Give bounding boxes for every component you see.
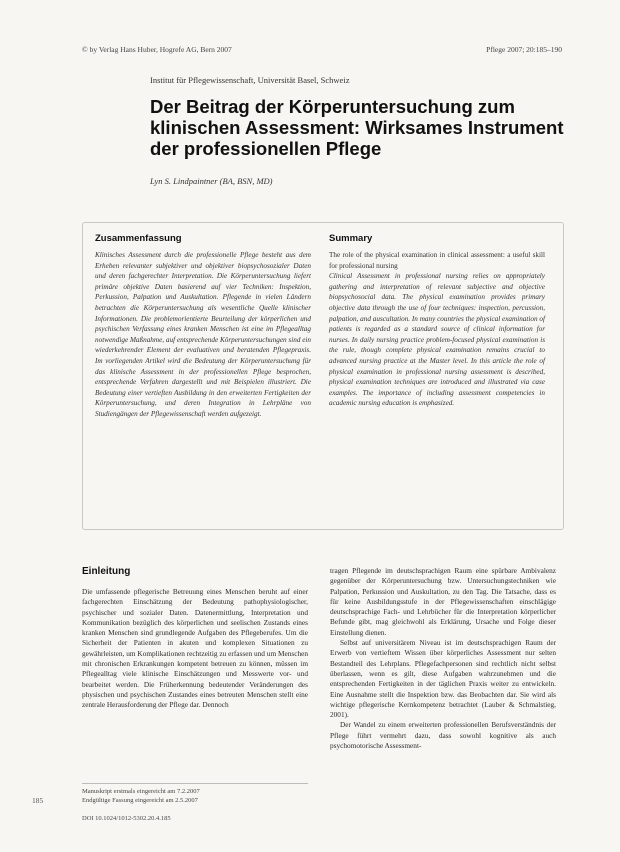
abstract-english-heading: Summary bbox=[329, 233, 373, 244]
body-text-left bbox=[82, 587, 308, 711]
abstract-english-lead: The role of the physical examination in clinical assessment: a useful skill for professional nursing bbox=[329, 251, 545, 270]
manuscript-footnotes bbox=[82, 783, 308, 805]
body-column-left bbox=[82, 566, 308, 711]
abstract-german-text: Klinisches Assessment durch die professionelle Pflege besteht aus dem Erheben relevanter subjektiver und objektiver biopsychosozialer Daten und deren fachgerechter Interpretation. Die Körperuntersuchung liefert primäre objektive Daten basierend auf vier Techniken: Inspektion, Perkussion, Palpation und Auskultation. Pflegende in vielen Ländern betrachten die Körperuntersuchung als wesentliche Quelle klinischer Informationen. Die problemorientierte Beurteilung der körperlichen und psychischen Verfassung eines kranken Menschen ist eine im Pflegealltag notwendige Maßnahme, auf entsprechende Körperuntersuchungen sind ein wiederkehrender Element der evaluativen und beratenden Pflegepraxis. Im vorliegenden Artikel wird die Bedeutung der Körperuntersuchung für das klinische Assessment in der professionellen Pflege besprochen, entsprechende Verfahren dargestellt und mit Beispielen illustriert. Die Bedeutung einer vertieften Ausbildung in den erweiterten Fertigkeiten der Körperuntersuchung, und deren Integration in Lehrpläne von Studiengängen der Pflegewissenschaft werden aufgezeigt. bbox=[95, 251, 311, 418]
running-head-citation: Pflege 2007; 20:185–190 bbox=[486, 45, 562, 54]
institute-affiliation: Institut für Pflegewissenschaft, Universität Basel, Schweiz bbox=[150, 75, 350, 85]
footnote-divider bbox=[82, 783, 308, 784]
doi: DOI 10.1024/1012-5302.20.4.185 bbox=[82, 815, 171, 822]
author-line: Lyn S. Lindpaintner (BA, BSN, MD) bbox=[150, 176, 273, 186]
section-heading-einleitung: Einleitung bbox=[82, 566, 131, 577]
paragraph: tragen Pflegende im deutschsprachigen Raum eine spürbare Ambivalenz gegenüber der Körperuntersuchung bzw. Untersuchungstechniken wie Palpation, Perkussion und Auskultation, zu den Tag. Die Tatsache, dass es für keine Ausbildungsstufe in der Pflegewissenschaften einschlägige deutschsprachige Fach- und Lehrbücher für die Interpretation körperlicher Befunde gibt, mag gleichwohl als Erklärung, Ursache und Folge dieser Einstellung dienen. bbox=[330, 566, 556, 637]
abstract-english bbox=[329, 233, 545, 409]
abstract-german bbox=[95, 233, 311, 420]
running-head bbox=[82, 45, 562, 54]
abstract-german-heading: Zusammenfassung bbox=[95, 233, 182, 244]
footnote-final: Endgültige Fassung eingereicht am 2.5.2007 bbox=[82, 797, 198, 804]
paragraph: Die umfassende pflegerische Betreuung eines Menschen beruht auf einer fachgerechten Einschätzung der Bedeutung pathophysiologischer, psychischer und sozialer Daten. Datenermittlung, Interpretation und Kommunikation bezüglich des körperlichen und seelischen Zustands eines kranken Menschen sind grundlegende Aufgaben des Pflegeberufes. Um die Sicherheit der Patienten in akuten und komplexen Situationen zu gewährleisten, um Komplikationen rechtzeitig zu erfassen und um Menschen mit chronischen Erkrankungen kompetent betreuen zu können, müssen im Pflegealltag viele klinische Einschätzungen und Messwerte vor- und bearbeitet werden. Die Früherkennung bedeutender Veränderungen des physischen und psychischen Zustandes eines betreuten Menschen stellt eine zentrale Herausforderung der Pflege dar. Dennoch bbox=[82, 587, 308, 710]
footnote-received: Manuskript erstmals eingereicht am 7.2.2007 bbox=[82, 788, 200, 795]
paragraph: Der Wandel zu einem erweiterten professionellen Berufsverständnis der Pflege führt vermehrt dazu, dass sowohl kognitive als auch psychomotorische Assessment- bbox=[330, 720, 556, 751]
paragraph: Selbst auf universitärem Niveau ist im deutschsprachigen Raum der Erwerb von vertieftem Wissen über körperliches Assessment nur selten Bestandteil des Lehrplans. Pflegefachpersonen sind rechtlich nicht selbst überlassen, wenn es gilt, diese Aufgaben wahrzunehmen und die entsprechenden Fertigkeiten in der täglichen Praxis weiter zu entwickeln. Eine Ausnahme stellt die Inspektion bzw. das Beobachten dar. Sie wird als wichtige pflegerische Kernkompetenz betrachtet (Lauber & Schmalstieg, 2001). bbox=[330, 638, 556, 720]
article-title: Der Beitrag der Körperuntersuchung zum klinischen Assessment: Wirksames Instrument der professionellen Pflege bbox=[150, 96, 564, 159]
body-column-right bbox=[330, 566, 556, 751]
body-text-right bbox=[330, 566, 556, 751]
abstract-box bbox=[82, 222, 564, 530]
abstract-english-text: Clinical Assessment in professional nursing relies on appropriately gathering and interpretation of relevant subjective and objective biopsychosocial data. The physical examination provides primary objective data through the use of four techniques: inspection, percussion, palpation, and auscultation. In many countries the physical examination of patients is regarded as a standard source of clinical information for nurses. In daily nursing practice problem-focused physical examination is the rule, though complete physical examination remains crucial to advanced nursing practice at the Master level. In this article the role of physical examination in professional nursing assessment is described, physical examination techniques are introduced and illustrated via case examples. The importance of including assessment competencies in academic nursing education is emphasized. bbox=[329, 272, 545, 408]
page-number: 185 bbox=[32, 796, 44, 805]
running-head-publisher: © by Verlag Hans Huber, Hogrefe AG, Bern 2007 bbox=[82, 45, 232, 54]
